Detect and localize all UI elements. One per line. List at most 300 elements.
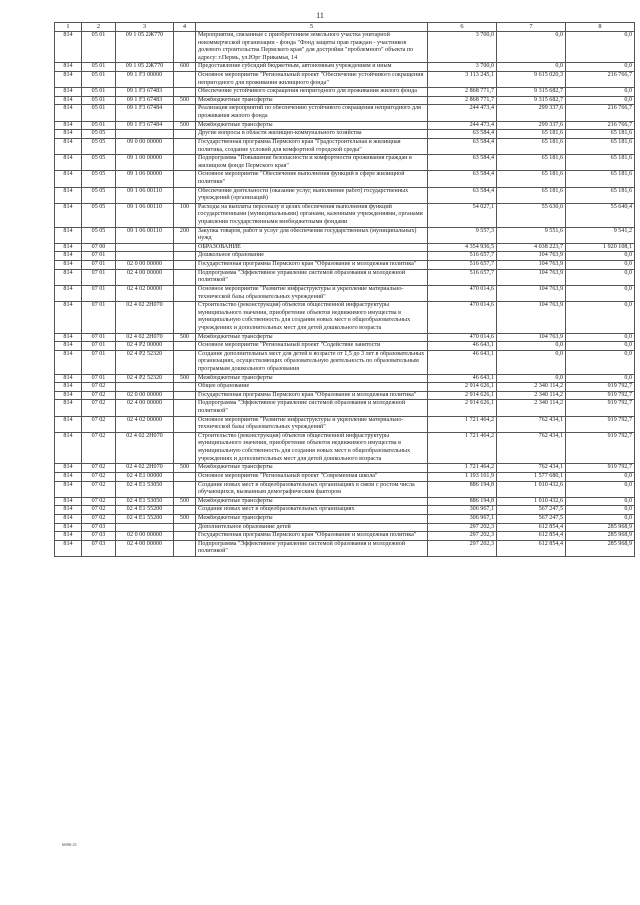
cell-target-article: 02 4 00 00000 [116,269,174,285]
cell-description: Государственная программа Пермского края "Градостроительная и жилищная политика, создание условий для комфортной городской среды" [196,138,428,154]
cell-section: 07 01 [82,342,116,351]
cell-expense-type [174,285,196,301]
cell-description: Создание новых мест в общеобразовательных организациях [196,506,428,515]
cell-ministry: 814 [55,523,82,532]
cell-expense-type [174,130,196,139]
cell-description: Реализация мероприятий по обеспечению устойчивого сокращения непригодного для проживания жилого фонда [196,105,428,121]
cell-amount-3: 0,0 [566,497,635,506]
cell-section: 07 01 [82,333,116,342]
cell-section: 07 01 [82,252,116,261]
table-row [55,88,635,97]
cell-target-article: 09 1 06 00000 [116,171,174,187]
cell-section: 07 02 [82,432,116,463]
header-cell: 6 [428,23,497,32]
cell-amount-2: 104 763,9 [497,302,566,333]
cell-description: Основное мероприятие "Региональный проект "Содействие занятости [196,342,428,351]
cell-amount-1: 3 700,0 [428,63,497,72]
cell-expense-type [174,532,196,541]
table-row [55,481,635,497]
cell-expense-type: 500 [174,333,196,342]
cell-ministry: 814 [55,464,82,473]
cell-amount-1: 63 584,4 [428,187,497,203]
cell-target-article: 09 1 F3 67483 [116,96,174,105]
header-row [55,23,635,32]
cell-amount-1: 3 700,0 [428,32,497,63]
cell-target-article: 02 4 02 00000 [116,285,174,301]
cell-amount-3: 0,0 [566,96,635,105]
cell-section: 05 05 [82,171,116,187]
cell-ministry: 814 [55,506,82,515]
cell-amount-1: 54 027,1 [428,203,497,227]
header-cell: 7 [497,23,566,32]
cell-amount-2: 55 630,0 [497,203,566,227]
cell-section: 07 03 [82,532,116,541]
cell-amount-1: 516 657,7 [428,261,497,270]
cell-ministry: 814 [55,400,82,416]
cell-amount-2: 65 181,6 [497,155,566,171]
table-row [55,269,635,285]
cell-amount-1: 2 868 771,7 [428,96,497,105]
cell-target-article [116,130,174,139]
cell-expense-type [174,72,196,88]
cell-amount-1: 470 014,6 [428,285,497,301]
cell-ministry: 814 [55,540,82,556]
cell-expense-type [174,523,196,532]
cell-amount-2: 65 181,6 [497,187,566,203]
cell-amount-3: 216 766,7 [566,72,635,88]
header-cell: 1 [55,23,82,32]
cell-ministry: 814 [55,88,82,97]
cell-amount-3: 0,0 [566,63,635,72]
cell-target-article: 09 1 05 2Ж770 [116,63,174,72]
cell-target-article [116,523,174,532]
cell-expense-type: 500 [174,374,196,383]
cell-amount-2: 0,0 [497,342,566,351]
cell-expense-type [174,187,196,203]
header-cell: 2 [82,23,116,32]
cell-description: Основное мероприятие "Региональный проект "Обеспечение устойчивого сокращения непригодного для проживания жилищного фонда" [196,72,428,88]
cell-expense-type [174,350,196,374]
cell-amount-2: 104 763,9 [497,269,566,285]
table-row [55,342,635,351]
cell-amount-1: 244 473,4 [428,121,497,130]
cell-target-article [116,383,174,392]
cell-ministry: 814 [55,138,82,154]
cell-section: 07 02 [82,383,116,392]
cell-description: Предоставление субсидий бюджетным, автономным учреждениям и иным [196,63,428,72]
table-row [55,302,635,333]
cell-amount-3: 919 792,7 [566,432,635,463]
cell-target-article [116,252,174,261]
cell-expense-type: 500 [174,514,196,523]
cell-target-article: 09 1 F3 67483 [116,88,174,97]
cell-expense-type [174,252,196,261]
cell-amount-3: 0,0 [566,374,635,383]
cell-expense-type [174,391,196,400]
table-row [55,63,635,72]
cell-target-article: 09 0 00 00000 [116,138,174,154]
cell-target-article: 02 4 00 00000 [116,400,174,416]
cell-expense-type [174,432,196,463]
cell-target-article: 02 4 E1 53050 [116,497,174,506]
cell-section: 07 02 [82,514,116,523]
table-row [55,333,635,342]
cell-amount-1: 516 657,7 [428,269,497,285]
cell-amount-1: 46 643,1 [428,342,497,351]
cell-description: Обеспечение деятельности (оказание услуг, выполнение работ) государственных учреждений (организаций) [196,187,428,203]
cell-amount-2: 2 340 114,2 [497,391,566,400]
cell-amount-2: 2 340 114,2 [497,383,566,392]
cell-description: Подпрограмма "Эффективное управление системой образования и молодежной политикой" [196,540,428,556]
cell-target-article: 02 4 P2 00000 [116,342,174,351]
cell-target-article: 09 1 06 00110 [116,203,174,227]
cell-description: Подпрограмма "Повышение безопасности и комфортности проживания граждан в жилищном фонде Пермского края" [196,155,428,171]
cell-amount-3: 55 640,4 [566,203,635,227]
cell-amount-2: 299 337,6 [497,121,566,130]
cell-description: Межбюджетные трансферты [196,121,428,130]
cell-description: Общее образование [196,383,428,392]
cell-description: Мероприятия, связанные с приобретением земельного участка унитарной некоммерческой организации - фонда "Фонд защиты прав граждан - участников долевого строительства Пермского края" для достройки "проблемного" объекта по адресу: г.Пермь, ул.Юрг Прикамья, 14 [196,32,428,63]
cell-amount-2: 612 854,4 [497,532,566,541]
cell-amount-2: 9 615 020,3 [497,72,566,88]
cell-amount-3: 65 181,6 [566,130,635,139]
cell-amount-3: 0,0 [566,342,635,351]
table-row [55,121,635,130]
cell-description: Основное мероприятие "Региональный проект "Современная школа" [196,472,428,481]
cell-amount-2: 762 434,1 [497,464,566,473]
table-row [55,432,635,463]
cell-amount-1: 46 643,1 [428,350,497,374]
cell-target-article: 02 4 P2 52320 [116,374,174,383]
cell-amount-2: 567 247,5 [497,514,566,523]
cell-ministry: 814 [55,171,82,187]
cell-amount-1: 63 584,4 [428,155,497,171]
cell-section: 05 01 [82,63,116,72]
cell-target-article: 09 1 F3 00000 [116,72,174,88]
cell-amount-3: 0,0 [566,32,635,63]
cell-description: Основное мероприятие "Обеспечение выполнения функций в сфере жилищной политики" [196,171,428,187]
cell-amount-2: 65 181,6 [497,138,566,154]
table-row [55,497,635,506]
cell-expense-type [174,342,196,351]
cell-target-article: 02 4 02 2Н070 [116,432,174,463]
table-row [55,138,635,154]
cell-amount-1: 244 473,4 [428,105,497,121]
cell-target-article: 02 4 E1 55200 [116,514,174,523]
cell-amount-2: 0,0 [497,350,566,374]
cell-section: 07 01 [82,350,116,374]
cell-section: 05 01 [82,121,116,130]
header-cell: 8 [566,23,635,32]
cell-expense-type [174,269,196,285]
cell-target-article: 02 4 02 00000 [116,416,174,432]
table-row [55,383,635,392]
cell-amount-1: 63 584,4 [428,130,497,139]
cell-expense-type [174,383,196,392]
cell-amount-2: 299 337,6 [497,105,566,121]
cell-amount-2: 104 763,9 [497,261,566,270]
cell-section: 05 01 [82,96,116,105]
cell-amount-1: 306 967,1 [428,506,497,515]
table-row [55,171,635,187]
cell-amount-1: 63 584,4 [428,171,497,187]
cell-ministry: 814 [55,227,82,243]
cell-ministry: 814 [55,243,82,252]
cell-amount-1: 2 914 626,1 [428,383,497,392]
cell-target-article: 02 4 02 2Н070 [116,464,174,473]
cell-amount-3: 285 968,9 [566,523,635,532]
cell-expense-type: 200 [174,227,196,243]
cell-ministry: 814 [55,155,82,171]
cell-ministry: 814 [55,432,82,463]
table-row [55,472,635,481]
cell-amount-3: 0,0 [566,252,635,261]
header-cell: 4 [174,23,196,32]
cell-amount-1: 470 014,6 [428,333,497,342]
cell-description: Создание новых мест в общеобразовательных организациях в связи с ростом числа обучающихся, вызванным демографическим фактором [196,481,428,497]
table-row [55,374,635,383]
cell-expense-type [174,88,196,97]
cell-amount-2: 1 010 432,6 [497,481,566,497]
cell-section: 05 01 [82,88,116,97]
cell-amount-3: 919 792,7 [566,383,635,392]
cell-target-article: 02 0 00 00000 [116,532,174,541]
cell-expense-type [174,261,196,270]
cell-target-article: 02 4 E1 55200 [116,506,174,515]
budget-table [54,22,635,557]
cell-description: Создание дополнительных мест для детей в возрасте от 1,5 до 3 лет в образовательных организациях, осуществляющих образовательную деятельность по образовательным программам дошкольного образования [196,350,428,374]
cell-description: Подпрограмма "Эффективное управление системой образования и молодежной политикой" [196,400,428,416]
cell-amount-3: 216 766,7 [566,105,635,121]
cell-ministry: 814 [55,472,82,481]
cell-description: Межбюджетные трансферты [196,464,428,473]
cell-amount-2: 0,0 [497,374,566,383]
table-row [55,203,635,227]
cell-section: 07 03 [82,523,116,532]
cell-amount-3: 0,0 [566,302,635,333]
cell-ministry: 814 [55,121,82,130]
cell-description: Межбюджетные трансферты [196,374,428,383]
cell-amount-3: 0,0 [566,285,635,301]
cell-description: Межбюджетные трансферты [196,514,428,523]
cell-ministry: 814 [55,96,82,105]
cell-amount-2: 65 181,6 [497,171,566,187]
cell-description: Государственная программа Пермского края "Образование и молодежная политика" [196,261,428,270]
cell-section: 07 02 [82,472,116,481]
cell-ministry: 814 [55,333,82,342]
cell-amount-1: 2 914 626,1 [428,391,497,400]
cell-amount-2: 762 434,1 [497,416,566,432]
cell-expense-type: 500 [174,96,196,105]
cell-amount-3: 9 541,2 [566,227,635,243]
cell-ministry: 814 [55,269,82,285]
cell-ministry: 814 [55,130,82,139]
table-row [55,252,635,261]
cell-amount-3: 919 792,7 [566,416,635,432]
cell-ministry: 814 [55,252,82,261]
cell-ministry: 814 [55,514,82,523]
cell-expense-type [174,400,196,416]
cell-description: Строительство (реконструкция) объектов общественной инфраструктуры муниципального значения, приобретение объектов недвижимого имущества в муниципальную собственность для создания новых мест в общеобразовательных учреждениях и дополнительных мест для детей дошкольного возраста [196,302,428,333]
cell-amount-3: 0,0 [566,514,635,523]
cell-amount-3: 0,0 [566,269,635,285]
table-row [55,187,635,203]
footer-code: 6686-21 [62,842,77,847]
cell-ministry: 814 [55,350,82,374]
cell-description: Основное мероприятие "Развитие инфраструктуры и укрепление материально-технической базы образовательных учреждений" [196,285,428,301]
cell-amount-1: 2 914 626,1 [428,400,497,416]
cell-amount-2: 9 551,6 [497,227,566,243]
cell-expense-type: 100 [174,203,196,227]
cell-expense-type: 500 [174,464,196,473]
cell-section: 05 05 [82,187,116,203]
cell-amount-3: 65 181,6 [566,138,635,154]
cell-description: Закупка товаров, работ и услуг для обеспечения государственных (муниципальных) нужд [196,227,428,243]
cell-amount-1: 470 014,6 [428,302,497,333]
table-row [55,532,635,541]
cell-amount-3: 919 792,7 [566,400,635,416]
cell-amount-1: 4 354 936,5 [428,243,497,252]
cell-ministry: 814 [55,63,82,72]
cell-ministry: 814 [55,391,82,400]
cell-target-article: 02 0 00 00000 [116,261,174,270]
cell-description: Межбюджетные трансферты [196,497,428,506]
cell-ministry: 814 [55,383,82,392]
cell-expense-type [174,506,196,515]
cell-ministry: 814 [55,72,82,88]
cell-expense-type: 500 [174,121,196,130]
cell-target-article: 09 1 06 00110 [116,227,174,243]
cell-description: Межбюджетные трансферты [196,96,428,105]
cell-section: 05 05 [82,155,116,171]
cell-section: 07 01 [82,302,116,333]
cell-section: 07 02 [82,400,116,416]
cell-ministry: 814 [55,532,82,541]
cell-expense-type [174,481,196,497]
cell-amount-2: 1 010 432,6 [497,497,566,506]
cell-amount-1: 1 721 464,2 [428,464,497,473]
cell-amount-1: 297 202,3 [428,540,497,556]
cell-ministry: 814 [55,374,82,383]
cell-expense-type [174,32,196,63]
cell-section: 07 02 [82,481,116,497]
table-row [55,514,635,523]
cell-section: 07 02 [82,464,116,473]
table-row [55,243,635,252]
table-row [55,227,635,243]
cell-amount-3: 0,0 [566,333,635,342]
cell-amount-3: 0,0 [566,261,635,270]
cell-amount-3: 285 968,9 [566,532,635,541]
cell-amount-1: 297 202,3 [428,532,497,541]
cell-description: Другие вопросы в области жилищно-коммунального хозяйства [196,130,428,139]
table-row [55,96,635,105]
cell-section: 05 05 [82,203,116,227]
cell-amount-3: 285 968,9 [566,540,635,556]
cell-target-article: 02 4 02 2Н070 [116,302,174,333]
cell-expense-type [174,171,196,187]
cell-target-article: 02 4 E1 53050 [116,481,174,497]
table-row [55,32,635,63]
cell-amount-3: 1 920 108,1 [566,243,635,252]
cell-amount-2: 9 315 682,7 [497,88,566,97]
cell-section: 07 01 [82,269,116,285]
cell-amount-1: 3 113 245,1 [428,72,497,88]
cell-section: 07 02 [82,506,116,515]
cell-amount-2: 612 854,4 [497,523,566,532]
cell-amount-3: 65 181,6 [566,187,635,203]
cell-section: 07 02 [82,416,116,432]
cell-section: 07 02 [82,391,116,400]
cell-amount-2: 4 038 223,7 [497,243,566,252]
cell-target-article: 02 4 00 00000 [116,540,174,556]
cell-expense-type: 600 [174,63,196,72]
cell-section: 05 05 [82,130,116,139]
cell-ministry: 814 [55,481,82,497]
cell-ministry: 814 [55,187,82,203]
cell-ministry: 814 [55,105,82,121]
cell-ministry: 814 [55,342,82,351]
cell-section: 07 01 [82,261,116,270]
cell-description: Обеспечение устойчивого сокращения непригодного для проживания жилого фонда [196,88,428,97]
table-row [55,523,635,532]
cell-expense-type: 500 [174,497,196,506]
cell-amount-3: 0,0 [566,506,635,515]
cell-amount-1: 516 657,7 [428,252,497,261]
cell-amount-2: 0,0 [497,32,566,63]
cell-ministry: 814 [55,32,82,63]
cell-amount-2: 104 763,9 [497,333,566,342]
cell-section: 07 02 [82,497,116,506]
cell-target-article: 02 4 02 2Н070 [116,333,174,342]
cell-section: 07 01 [82,285,116,301]
cell-amount-2: 1 577 680,1 [497,472,566,481]
cell-description: Строительство (реконструкция) объектов общественной инфраструктуры муниципального значения, приобретение объектов недвижимого имущества в муниципальную собственность для создания новых мест в общеобразовательных учреждениях и дополнительных мест для детей дошкольного возраста [196,432,428,463]
cell-amount-1: 2 868 771,7 [428,88,497,97]
cell-amount-1: 1 721 464,2 [428,432,497,463]
cell-amount-2: 104 763,9 [497,285,566,301]
cell-amount-3: 216 766,7 [566,121,635,130]
table-row [55,506,635,515]
header-cell: 3 [116,23,174,32]
cell-section: 05 01 [82,32,116,63]
cell-description: Подпрограмма "Эффективное управление системой образования и молодежной политикой" [196,269,428,285]
cell-section: 07 03 [82,540,116,556]
cell-target-article: 09 1 F3 67484 [116,105,174,121]
cell-section: 05 01 [82,72,116,88]
cell-ministry: 814 [55,203,82,227]
cell-amount-2: 567 247,5 [497,506,566,515]
table-row [55,416,635,432]
cell-amount-3: 0,0 [566,350,635,374]
cell-amount-2: 104 763,9 [497,252,566,261]
cell-section: 07 00 [82,243,116,252]
cell-amount-1: 886 194,8 [428,497,497,506]
cell-description: Государственная программа Пермского края "Образование и молодежная политика" [196,532,428,541]
cell-target-article: 02 4 P2 52320 [116,350,174,374]
cell-amount-2: 762 434,1 [497,432,566,463]
table-row [55,155,635,171]
cell-amount-3: 0,0 [566,472,635,481]
cell-amount-1: 46 643,1 [428,374,497,383]
cell-section: 05 05 [82,138,116,154]
cell-section: 05 01 [82,105,116,121]
cell-expense-type [174,416,196,432]
cell-amount-1: 306 967,1 [428,514,497,523]
cell-amount-3: 919 792,7 [566,464,635,473]
table-row [55,391,635,400]
cell-target-article: 09 1 00 00000 [116,155,174,171]
